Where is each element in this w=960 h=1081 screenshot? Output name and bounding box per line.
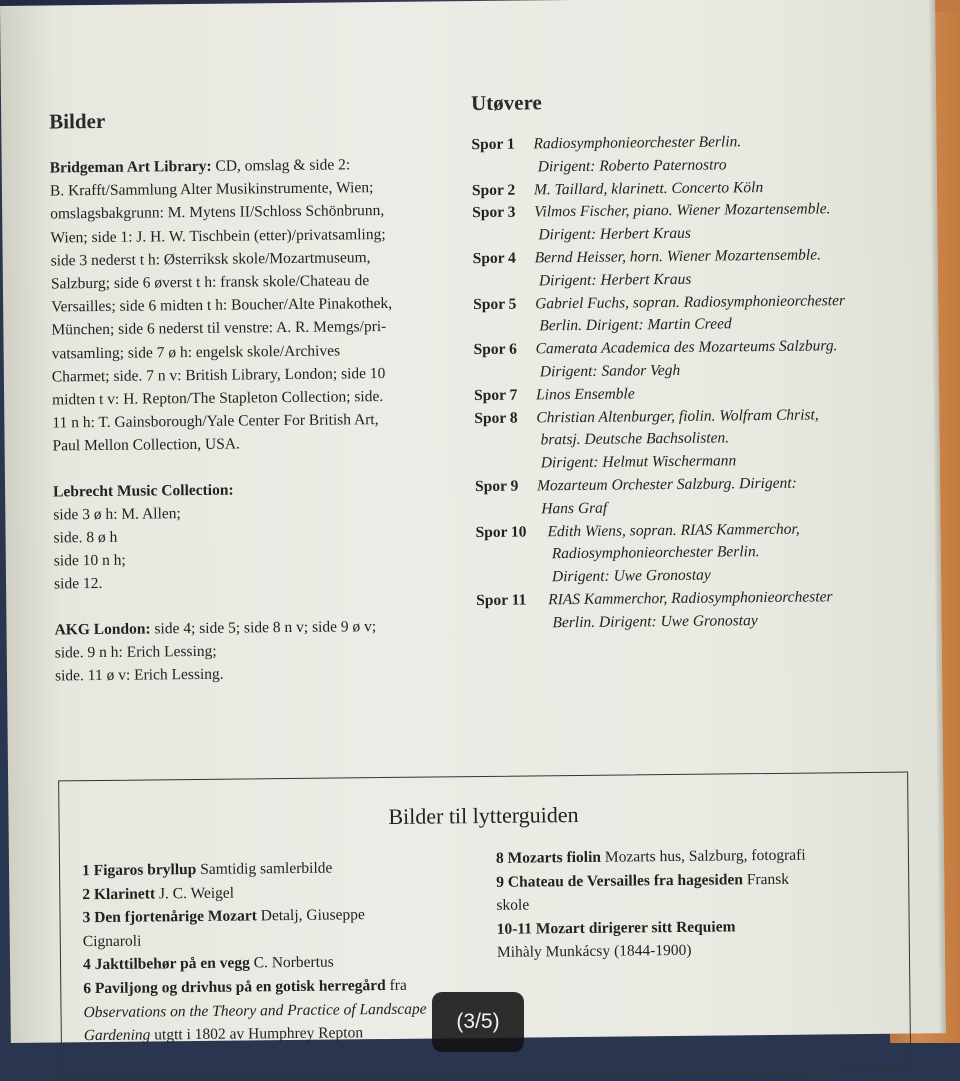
track-label: Spor 10 (475, 523, 527, 541)
guide-item: 2 Klarinett J. C. Weigel (82, 884, 235, 903)
credit-line: Bridgeman Art Library: CD, omslag & side 2: (49, 156, 351, 177)
track-row (474, 403, 905, 476)
credit-line: Paul Mellon Collection, USA. (52, 435, 240, 455)
credit-line: B. Krafft/Sammlung Alter Musikinstrumente, Wien; (49, 179, 374, 200)
box-left-column (82, 856, 427, 1048)
guide-item: 4 Jakttilbehør på en vegg C. Norbertus (82, 953, 334, 974)
track-performers (536, 335, 904, 384)
credit-line: side. 8 ø h (53, 528, 118, 547)
credit-line: side 12. (53, 575, 103, 593)
guide-item-cont: Cignaroli (82, 932, 142, 950)
credit-line: side. 9 n h: Erich Lessing; (54, 642, 217, 662)
guide-item: 8 Mozarts fiolin Mozarts hus, Salzburg, fotografi (495, 846, 806, 867)
track-line: Dirigent: Sandor Vegh (539, 361, 681, 381)
credit-line: Versailles; side 6 midten t h: Boucher/Alte Pinakothek, (51, 295, 393, 316)
guide-item: 10-11 Mozart dirigerer sitt Requiem (496, 918, 736, 938)
track-label: Spor 8 (474, 409, 518, 427)
track-line: Radiosymphonieorchester Berlin. (551, 543, 760, 563)
track-performers (533, 130, 901, 179)
track-line: Dirigent: Roberto Paternostro (537, 156, 727, 176)
guide-item-cont: Mihàly Munkácsy (1844-1900) (496, 942, 692, 962)
credit-line: side 3 ø h: M. Allen; (53, 504, 181, 524)
track-performers (548, 585, 906, 634)
credit-line: side 10 n h; (53, 551, 126, 570)
track-performers (535, 244, 903, 293)
track-line: Vilmos Fischer, piano. Wiener Mozartensemble. (534, 200, 831, 221)
track-line: Berlin. Dirigent: Martin Creed (539, 315, 732, 335)
performers-column (471, 87, 907, 636)
credit-line: 11 n h: T. Gainsborough/Yale Center For British Art, (52, 411, 379, 432)
guide-item-cont: Gardening utgtt i 1802 av Humphrey Repton (83, 1024, 364, 1045)
guide-item: 9 Chateau de Versailles fra hagesiden Fransk (496, 870, 790, 891)
track-label: Spor 11 (476, 591, 527, 609)
track-line: Christian Altenburger, fiolin. Wolfram Christ, (536, 406, 819, 426)
credits-akg (54, 614, 465, 688)
track-performers (536, 403, 905, 475)
track-line: RIAS Kammerchor, Radiosymphonieorchester (548, 588, 833, 609)
track-list (471, 130, 906, 636)
guide-item-cont: Observations on the Theory and Practice of Landscape (83, 1000, 427, 1021)
track-label: Spor 3 (472, 204, 516, 222)
credit-line: AKG London: side 4; side 5; side 8 n v; side 9 ø v; (54, 617, 377, 639)
image-counter: (3/5) (432, 992, 524, 1052)
track-line: Berlin. Dirigent: Uwe Gronostay (552, 611, 758, 631)
track-label: Spor 1 (471, 135, 515, 154)
credits-lebrecht (53, 476, 464, 596)
track-row (471, 130, 901, 180)
guide-item: 3 Den fjortenårige Mozart Detalj, Giuseppe (82, 906, 365, 927)
credits-bridgeman (50, 152, 463, 458)
credit-source-name: Bridgeman Art Library: (49, 157, 212, 177)
guide-item-cont: skole (496, 896, 530, 915)
track-label: Spor 4 (472, 249, 516, 268)
track-line: Dirigent: Herbert Kraus (538, 224, 691, 244)
credit-line: side. 11 ø v: Erich Lessing. (54, 665, 224, 685)
credit-line: vatsamling; side 7 ø h: engelsk skole/Archives (51, 342, 341, 363)
track-line: Radiosymphonieorchester Berlin. (533, 133, 742, 153)
track-line: M. Taillard, klarinett. Concerto Köln (533, 178, 764, 199)
track-row (473, 244, 903, 294)
track-row (472, 198, 902, 248)
credit-line: side 3 nederst t h: Østerriksk skole/Mozartmuseum, (50, 248, 371, 270)
track-line: Gabriel Fuchs, sopran. Radiosymphonieorchester (535, 291, 846, 312)
track-performers (547, 517, 906, 589)
track-line: Dirigent: Herbert Kraus (538, 270, 692, 290)
track-performers (537, 472, 905, 521)
credit-line: Wien; side 1: J. H. W. Tischbein (etter)/privatsamling; (50, 225, 386, 247)
track-performers (535, 289, 903, 338)
track-row (474, 335, 904, 385)
track-line: bratsj. Deutsche Bachsolisten. (540, 429, 730, 449)
credit-line: München; side 6 nederst til venstre: A. R. Memgs/pri- (51, 318, 387, 339)
track-row (476, 585, 906, 635)
track-line: Bernd Heisser, horn. Wiener Mozartensemble. (534, 246, 822, 267)
track-label: Spor 6 (473, 340, 517, 359)
credit-line: omslagsbakgrunn: M. Mytens II/Schloss Schönbrunn, (50, 202, 385, 223)
credit-line: Salzburg; side 6 øverst t h: fransk skole/Chateau de (50, 272, 370, 293)
credit-source-name: AKG London: (54, 620, 151, 639)
box-right-column (496, 844, 807, 965)
track-row (475, 517, 906, 590)
track-line: Mozarteum Orchester Salzburg. Dirigent: (536, 474, 797, 495)
credit-line: midten t v: H. Repton/The Stapleton Collection; side. (52, 388, 384, 409)
track-label: Spor 9 (474, 477, 519, 496)
track-line: Camerata Academica des Mozarteums Salzburg. (535, 337, 838, 358)
track-line: Hans Graf (541, 499, 608, 518)
track-performers (534, 198, 902, 247)
performers-heading: Utøvere (470, 90, 542, 116)
guide-item: 6 Paviljong og drivhus på en gotisk herregård fra (83, 976, 407, 998)
track-line: Linos Ensemble (536, 385, 635, 404)
track-row (475, 472, 905, 522)
track-row (473, 289, 903, 339)
credits-column (49, 105, 465, 710)
track-label: Spor 5 (473, 295, 517, 313)
track-line: Edith Wiens, sopran. RIAS Kammerchor, (547, 520, 800, 540)
track-line: Dirigent: Uwe Gronostay (551, 566, 711, 586)
box-title: Bilder til lytterguiden (388, 801, 579, 829)
credit-source-name: Lebrecht Music Collection: (52, 481, 234, 501)
track-label: Spor 7 (474, 386, 518, 404)
credits-heading: Bilder (49, 108, 106, 134)
credit-line: Charmet; side. 7 n v: British Library, London; side 10 (51, 364, 386, 386)
guide-item: 1 Figaros bryllup Samtidig samlerbilde (81, 859, 333, 880)
track-label: Spor 2 (471, 181, 516, 199)
track-line: Dirigent: Helmut Wischermann (540, 452, 737, 472)
